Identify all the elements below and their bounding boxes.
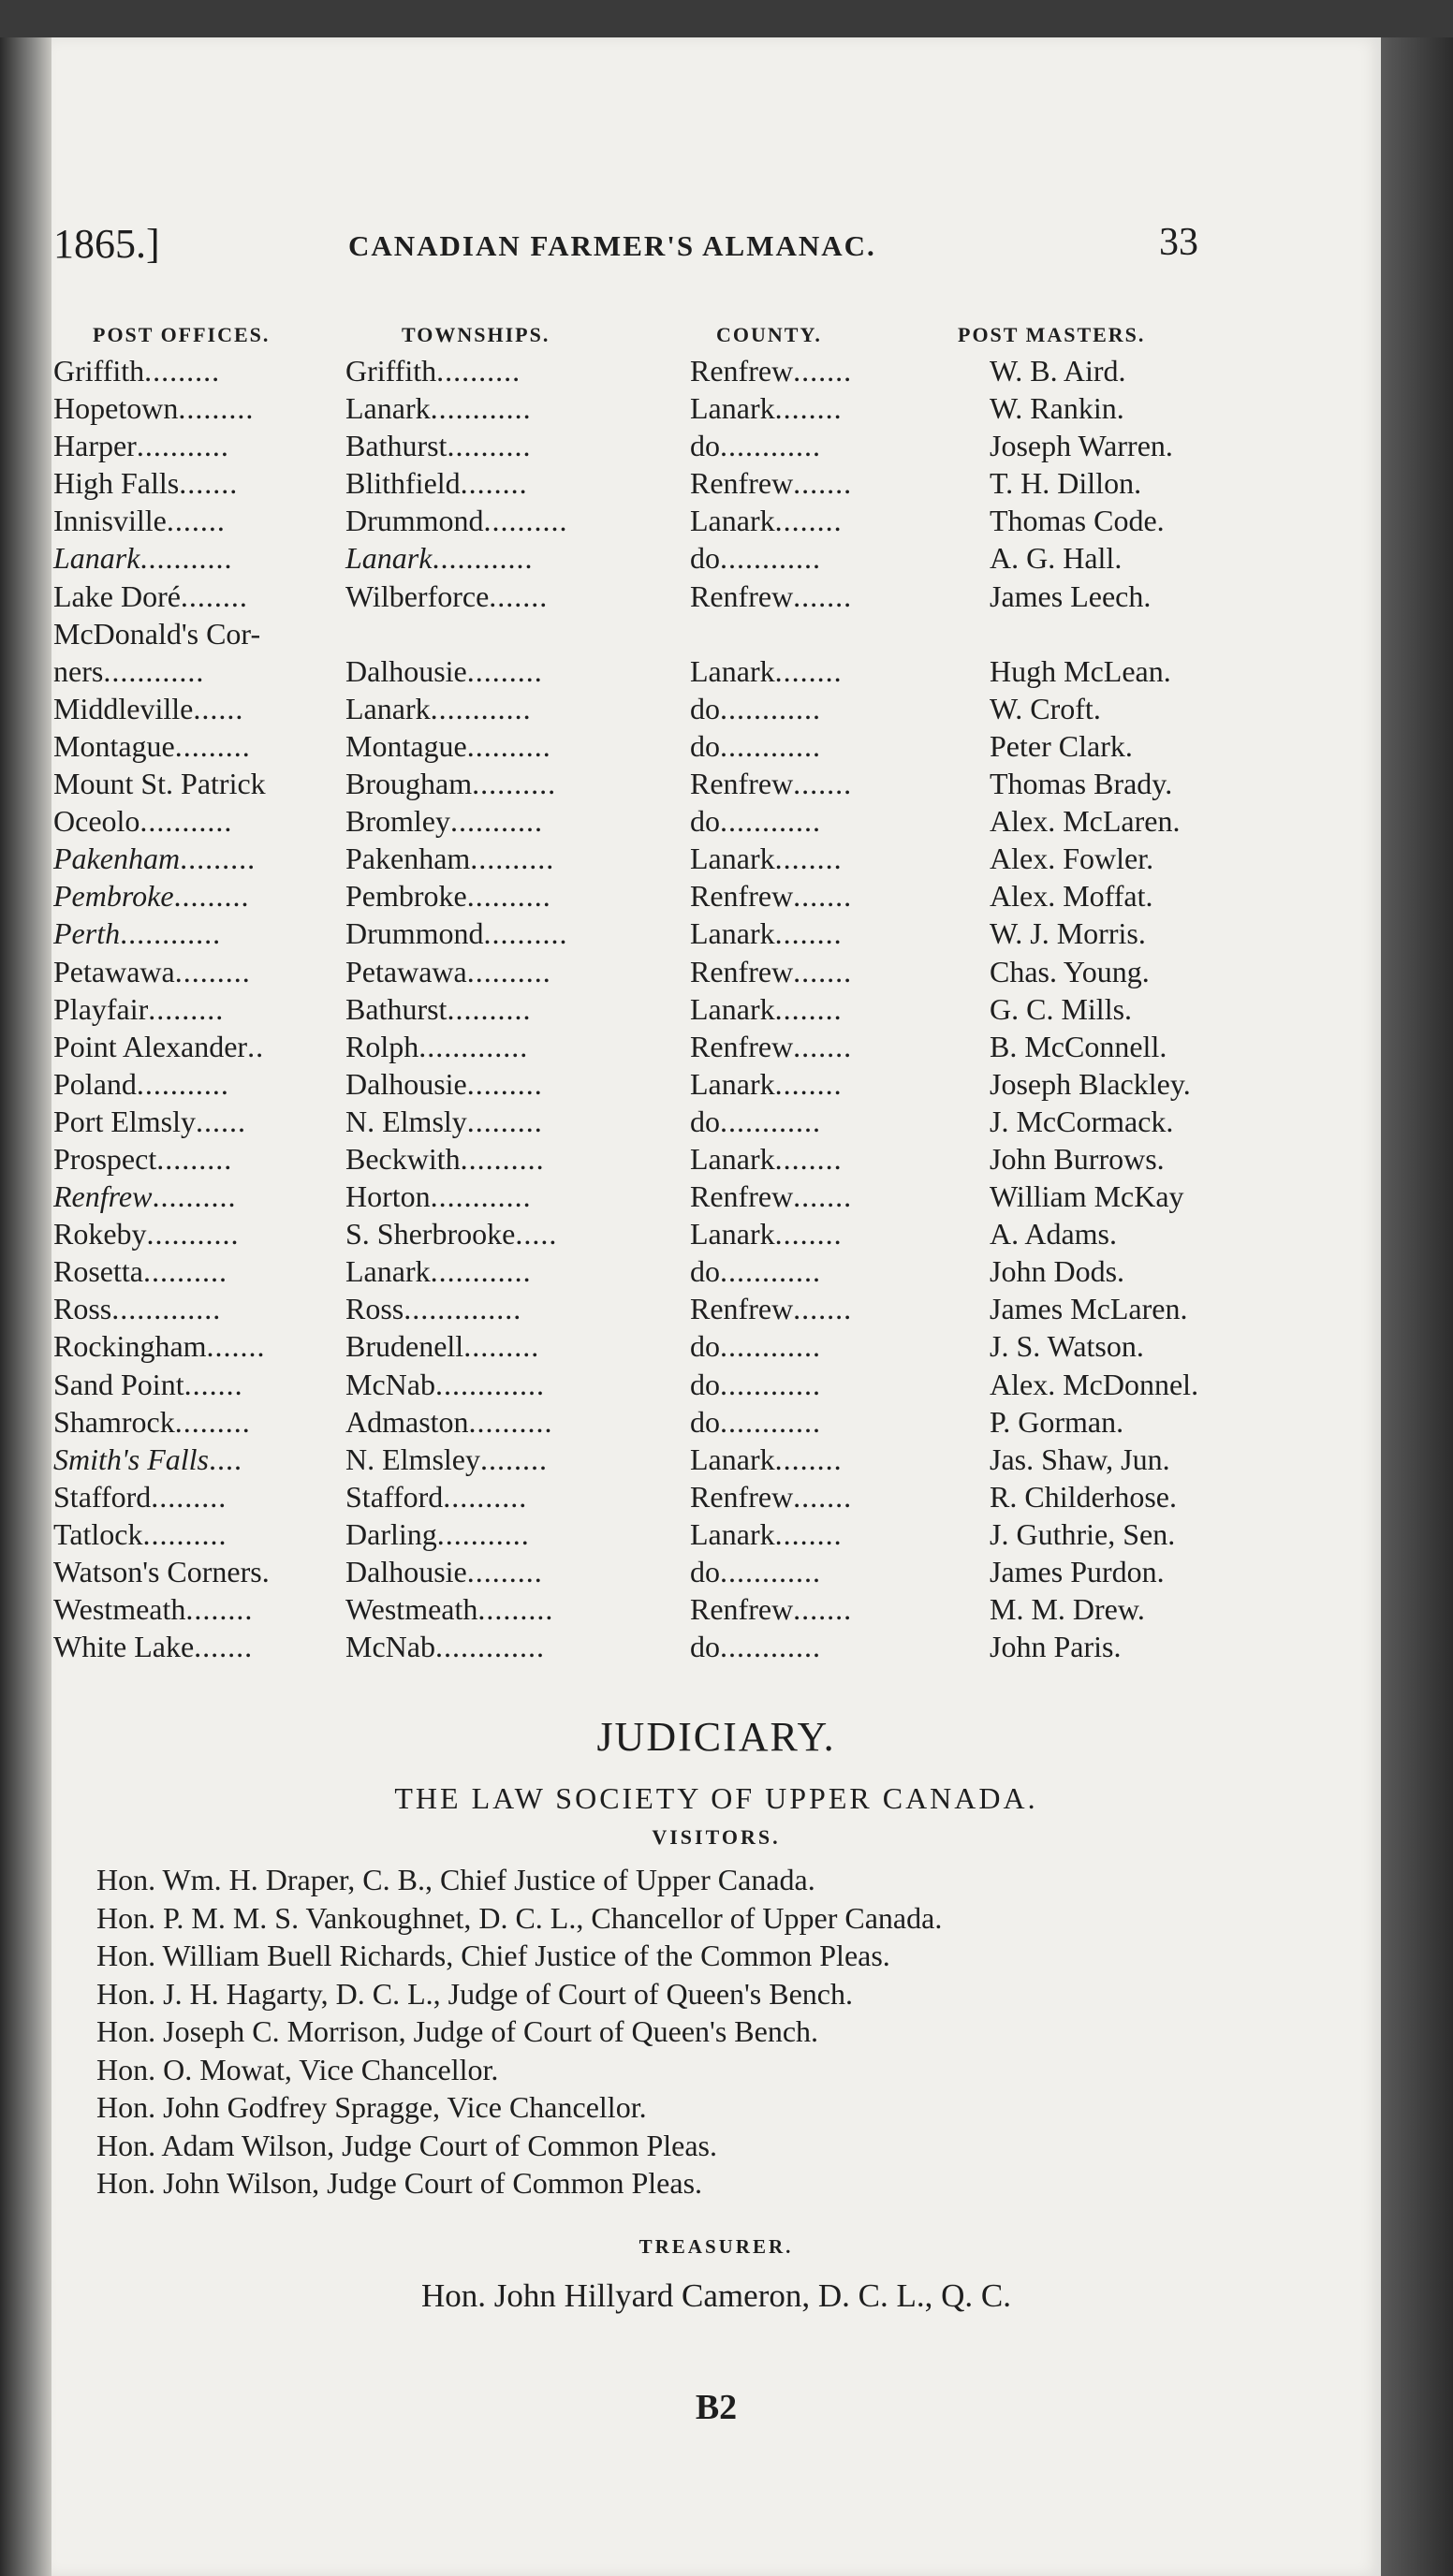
township-cell: Bathurst.......... [345, 991, 532, 1026]
county-cell: Lanark........ [690, 653, 843, 688]
col-county: COUNTY. [716, 323, 822, 346]
post-office-cell: High Falls....... [53, 466, 239, 501]
post-office-cell: Petawawa......... [53, 954, 251, 988]
table-row [51, 504, 1381, 541]
col-townships: TOWNSHIPS. [402, 323, 550, 346]
county-cell: do............ [690, 1404, 821, 1439]
post-master-cell: Thomas Brady. [990, 767, 1173, 801]
county-cell: do............ [690, 728, 821, 763]
table-row [51, 842, 1381, 879]
county-cell: do............ [690, 1104, 821, 1138]
post-office-cell: Point Alexander.. [53, 1029, 265, 1063]
township-cell: Drummond.......... [345, 916, 568, 951]
county-cell: Lanark........ [690, 842, 843, 876]
table-row [51, 1405, 1381, 1442]
county-cell: Lanark........ [690, 1141, 843, 1176]
visitor-entry: Hon. Joseph C. Morrison, Judge of Court of Queen's Bench. [96, 2014, 819, 2048]
post-master-cell: James Leech. [990, 578, 1152, 613]
visitor-entry: Hon. John Godfrey Spragge, Vice Chancellor. [96, 2090, 647, 2124]
township-cell: S. Sherbrooke..... [345, 1217, 558, 1251]
county-cell: Lanark........ [690, 991, 843, 1026]
county-cell: do............ [690, 1555, 821, 1588]
visitors-heading: VISITORS. [652, 1825, 781, 1849]
township-cell: Lanark............ [345, 541, 534, 576]
post-master-cell: Jas. Shaw, Jun. [990, 1442, 1170, 1476]
post-master-cell: Peter Clark. [990, 728, 1133, 763]
table-row [51, 466, 1381, 504]
table-row [51, 1030, 1381, 1067]
township-cell: Wilberforce....... [345, 578, 549, 613]
township-cell: N. Elmsly......... [345, 1104, 543, 1138]
table-row [51, 1442, 1381, 1480]
township-cell: Stafford.......... [345, 1479, 528, 1514]
table-row [51, 1480, 1381, 1517]
post-office-cell: Ross............. [53, 1292, 222, 1326]
county-cell: do............ [690, 541, 821, 576]
table-row [51, 1368, 1381, 1405]
township-cell: Lanark............ [345, 391, 532, 426]
township-cell: Pembroke.......... [345, 879, 551, 914]
post-master-cell: W. Rankin. [990, 391, 1124, 426]
township-cell: Westmeath......... [345, 1592, 554, 1627]
table-row [51, 955, 1381, 992]
post-office-cell: Pakenham......... [53, 842, 257, 876]
post-office-cell: McDonald's Cor- [53, 616, 261, 651]
treasurer-heading: TREASURER. [638, 2235, 794, 2258]
post-master-cell: B. McConnell. [990, 1029, 1167, 1063]
post-master-cell: W. B. Aird. [990, 354, 1126, 388]
county-cell: Renfrew....... [690, 767, 853, 801]
post-office-cell: Sand Point....... [53, 1367, 243, 1401]
post-office-cell: Playfair......... [53, 991, 225, 1026]
post-office-cell: Perth............ [53, 916, 222, 951]
visitor-entry: Hon. William Buell Richards, Chief Justice of the Common Pleas. [96, 1939, 890, 1972]
column-headers [51, 323, 1381, 351]
table-row [51, 1592, 1381, 1630]
table-row [51, 692, 1381, 729]
township-cell: Bromley........... [345, 804, 543, 839]
county-cell: Renfrew....... [690, 466, 853, 501]
table-row [51, 391, 1381, 429]
treasurer-name: Hon. John Hillyard Cameron, D. C. L., Q. C. [421, 2277, 1011, 2314]
township-cell: N. Elmsley........ [345, 1442, 548, 1476]
township-cell: Blithfield........ [345, 466, 528, 501]
county-cell: Lanark........ [690, 391, 843, 426]
township-cell: Horton............ [345, 1179, 532, 1214]
table-row [51, 1329, 1381, 1367]
county-cell: do............ [690, 1329, 821, 1364]
almanac-page [51, 37, 1381, 2576]
county-cell: Renfrew....... [690, 1179, 853, 1214]
township-cell: Admaston.......... [345, 1404, 553, 1439]
post-office-cell: Tatlock.......... [53, 1516, 227, 1551]
table-row [51, 1555, 1381, 1592]
post-master-cell: William McKay [990, 1179, 1184, 1214]
post-master-cell: John Burrows. [990, 1141, 1165, 1176]
county-cell: Lanark........ [690, 504, 843, 538]
table-row [51, 992, 1381, 1030]
township-cell: Darling........... [345, 1516, 530, 1551]
table-row [51, 429, 1381, 466]
county-cell: do............ [690, 1254, 821, 1289]
table-row [51, 804, 1381, 842]
table-row [51, 1067, 1381, 1105]
township-cell: Brudenell......... [345, 1329, 540, 1364]
post-office-cell: Prospect......... [53, 1141, 233, 1176]
post-master-cell: M. M. Drew. [990, 1592, 1145, 1627]
post-office-cell: Oceolo........... [53, 804, 233, 839]
post-office-cell: Montague......... [53, 728, 251, 763]
township-cell: Lanark............ [345, 1254, 532, 1289]
post-office-cell: Lanark........... [53, 541, 233, 576]
post-master-cell: T. H. Dillon. [990, 466, 1142, 501]
post-master-cell: John Paris. [990, 1630, 1122, 1664]
post-master-cell: Hugh McLean. [990, 653, 1171, 688]
post-master-cell: John Dods. [990, 1254, 1125, 1289]
post-office-cell: Westmeath........ [53, 1592, 254, 1627]
table-row [51, 1179, 1381, 1217]
post-master-cell: Joseph Blackley. [990, 1066, 1191, 1101]
post-master-cell: Alex. McLaren. [990, 804, 1181, 839]
county-cell: Renfrew....... [690, 1479, 853, 1514]
post-office-cell: Watson's Corners. [53, 1555, 270, 1588]
township-cell: Pakenham.......... [345, 842, 555, 876]
post-master-cell: P. Gorman. [990, 1404, 1124, 1439]
township-cell: Montague.......... [345, 728, 551, 763]
section-title: JUDICIARY. [596, 1714, 836, 1760]
post-office-table [51, 354, 1381, 1667]
post-office-cell: Poland........... [53, 1066, 229, 1101]
post-master-cell: A. G. Hall. [990, 541, 1123, 576]
table-row [51, 1630, 1381, 1667]
col-post-masters: POST MASTERS. [958, 323, 1146, 346]
township-cell: Rolph............. [345, 1029, 529, 1063]
county-cell: Renfrew....... [690, 354, 853, 388]
visitor-entry: Hon. J. H. Hagarty, D. C. L., Judge of Court of Queen's Bench. [96, 1976, 853, 2011]
book-spine [0, 37, 56, 2576]
post-office-cell: Middleville...... [53, 691, 244, 725]
county-cell: Lanark........ [690, 916, 843, 951]
table-row [51, 729, 1381, 767]
post-master-cell: J. Guthrie, Sen. [990, 1516, 1176, 1551]
township-cell: Bathurst.......... [345, 429, 532, 463]
township-cell: Drummond.......... [345, 504, 568, 538]
post-office-cell: Griffith......... [53, 354, 221, 388]
county-cell: Lanark........ [690, 1066, 843, 1101]
township-cell: Dalhousie......... [345, 1066, 543, 1101]
county-cell: Renfrew....... [690, 879, 853, 914]
county-cell: Renfrew....... [690, 1292, 853, 1326]
post-office-cell: Renfrew.......... [53, 1179, 237, 1214]
table-row [51, 579, 1381, 617]
township-cell: Griffith.......... [345, 354, 521, 388]
header-title: CANADIAN FARMER'S ALMANAC. [348, 229, 876, 262]
county-cell: Renfrew....... [690, 578, 853, 613]
post-master-cell: A. Adams. [990, 1217, 1117, 1251]
township-cell: McNab............. [345, 1367, 545, 1401]
table-row [51, 879, 1381, 916]
post-master-cell: James McLaren. [990, 1292, 1188, 1326]
post-office-cell: Hopetown......... [53, 391, 255, 426]
post-office-cell: Rockingham....... [53, 1329, 266, 1364]
table-row [51, 916, 1381, 954]
county-cell: do............ [690, 691, 821, 725]
post-office-cell: Rokeby........... [53, 1217, 240, 1251]
table-row [51, 1217, 1381, 1254]
township-cell: Brougham.......... [345, 767, 557, 801]
county-cell: Lanark........ [690, 1442, 843, 1476]
township-cell: Petawawa.......... [345, 954, 551, 988]
post-master-cell: James Purdon. [990, 1555, 1165, 1588]
signature-mark: B2 [695, 2388, 738, 2427]
header-year: 1865.] [53, 221, 160, 267]
county-cell: Renfrew....... [690, 954, 853, 988]
county-cell: do............ [690, 804, 821, 839]
post-office-cell: Rosetta.......... [53, 1254, 227, 1289]
post-office-cell: Port Elmsly...... [53, 1104, 247, 1138]
township-cell: McNab............. [345, 1630, 545, 1664]
post-master-cell: Chas. Young. [990, 954, 1150, 988]
table-row [51, 354, 1381, 391]
township-cell: Lanark............ [345, 691, 532, 725]
post-office-cell: White Lake....... [53, 1630, 254, 1664]
col-post-offices: POST OFFICES. [93, 323, 271, 346]
township-cell: Dalhousie......... [345, 1555, 543, 1588]
table-row [51, 767, 1381, 804]
county-cell: do............ [690, 429, 821, 463]
post-office-cell: Innisville....... [53, 504, 226, 538]
visitor-entry: Hon. O. Mowat, Vice Chancellor. [96, 2052, 499, 2086]
table-row [51, 1254, 1381, 1292]
post-master-cell: J. S. Watson. [990, 1329, 1144, 1364]
post-office-cell: Shamrock......... [53, 1404, 251, 1439]
county-cell: do............ [690, 1630, 821, 1664]
post-master-cell: W. Croft. [990, 691, 1101, 725]
post-master-cell: Thomas Code. [990, 504, 1165, 538]
page-number: 33 [1159, 221, 1198, 264]
post-office-cell: Mount St. Patrick [53, 767, 266, 801]
post-office-cell-continued: ners............ [53, 653, 205, 688]
table-row [51, 1517, 1381, 1555]
post-master-cell: Alex. Fowler. [990, 842, 1154, 876]
post-office-cell: Harper........... [53, 429, 229, 463]
post-master-cell: W. J. Morris. [990, 916, 1146, 951]
post-office-cell: Lake Doré........ [53, 578, 248, 613]
post-office-cell: Stafford......... [53, 1479, 227, 1514]
page-edge [1381, 37, 1453, 2576]
township-cell: Beckwith.......... [345, 1141, 545, 1176]
county-cell: Renfrew....... [690, 1592, 853, 1627]
township-cell: Ross.............. [345, 1292, 522, 1326]
table-row [51, 617, 1381, 692]
visitor-entry: Hon. Wm. H. Draper, C. B., Chief Justice of Upper Canada. [96, 1863, 815, 1896]
township-cell: Dalhousie......... [345, 653, 543, 688]
post-master-cell: Alex. McDonnel. [990, 1367, 1199, 1401]
post-master-cell: Joseph Warren. [990, 429, 1173, 463]
visitor-entry: Hon. P. M. M. S. Vankoughnet, D. C. L., Chancellor of Upper Canada. [96, 1900, 943, 1935]
county-cell: Lanark........ [690, 1516, 843, 1551]
running-header [51, 220, 1381, 276]
table-row [51, 1105, 1381, 1142]
post-master-cell: Alex. Moffat. [990, 879, 1153, 914]
post-master-cell: G. C. Mills. [990, 991, 1133, 1026]
table-row [51, 1142, 1381, 1179]
post-master-cell: J. McCormack. [990, 1104, 1174, 1138]
visitor-entry: Hon. John Wilson, Judge Court of Common Pleas. [96, 2166, 703, 2200]
table-row [51, 541, 1381, 578]
county-cell: Renfrew....... [690, 1029, 853, 1063]
post-master-cell: R. Childerhose. [990, 1479, 1177, 1514]
county-cell: Lanark........ [690, 1217, 843, 1251]
post-office-cell: Smith's Falls.... [53, 1442, 242, 1476]
table-row [51, 1292, 1381, 1329]
visitor-entry: Hon. Adam Wilson, Judge Court of Common Pleas. [96, 2128, 717, 2162]
county-cell: do............ [690, 1367, 821, 1401]
section-subtitle: THE LAW SOCIETY OF UPPER CANADA. [394, 1781, 1038, 1815]
visitors-list [96, 1863, 942, 2204]
post-office-cell: Pembroke......... [53, 879, 250, 914]
